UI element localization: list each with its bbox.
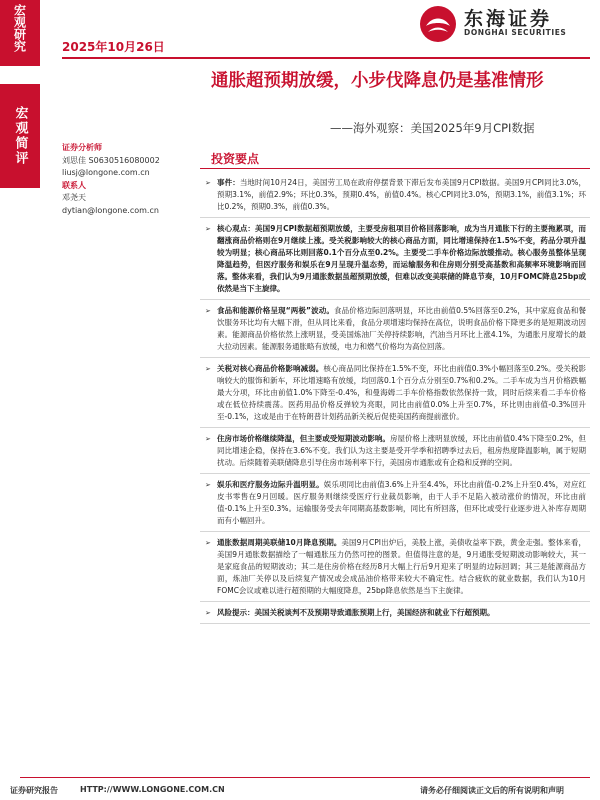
highlight-text: 核心商品同比保持在1.5%不变，环比由前值0.3%小幅回落至0.2%。受关税影响较大的服饰和新车，环比增速略有放缓，均回落0.1个百分点分别至0.7%和0.2%。二手车成为当月价格跌幅最大分项，环比由前值1.0%下降至-0.4%，和曼海姆二手车价格指数依然保持一致，同时后续来看二手车价格或在低位持续震荡。医药用品价格反弹较为亮眼，同比由前值0.0%上升至0.7%，环比则由前值-0.3%回升至-0.1%，这或是由于在特朗普计划药品新关税后促使美国药商提前涨价。 (217, 364, 587, 421)
highlights-divider (200, 168, 590, 169)
category-tab: 宏观研究 (0, 0, 40, 66)
highlight-lead: 食品和能源价格呈现“两极”波动。 (217, 306, 335, 315)
highlight-lead: 风险提示： (217, 608, 255, 617)
footer-label: 证券研究报告 (10, 786, 58, 795)
highlight-item-food-energy (200, 303, 590, 358)
brand-name-en: DONGHAI SECURITIES (464, 28, 567, 37)
highlight-text: 美国9月CPI出炉后，美股上涨，美债收益率下跌，黄金走强。整体来看，美国9月通胀数据描绘了一幅通胀压力仍然可控的图景。但值得注意的是，9月通胀受短期波动影响较大，其一是家庭食品的短期波动；其二是住房价格在经历8月大幅上行后9月迎来了明显的边际回调；其三是能源商品方面，炼油厂关停以及后续复产情况或会成品油价格带来较大不确定性。结合疲软的就业数据，我们认为10月FOMC会议或难以进行超预期的大幅度降息，25bp降息依然是当下主旋律。 (217, 538, 586, 595)
header-divider (62, 57, 590, 59)
highlight-lead: 通胀数据周期美联储10月降息预期。 (217, 538, 342, 547)
highlight-text: 房屋价格上涨明显放缓，环比由前值0.4%下降至0.2%，但同比增速企稳，保持在3.6%不变。我们认为这主要是受开学季和招聘季过去后，租房热度降温影响，属于短期扰动。后续随着美联储降息引导住房市场利率下行，美国房市通胀或有企稳和反弹的空间。 (217, 434, 587, 467)
highlight-lead: 关税对核心商品价格影响减弱。 (217, 364, 324, 373)
analyst-name: 刘思佳 (62, 155, 86, 165)
highlight-item-core-view (200, 221, 590, 300)
arrow-icon: ➢ (205, 435, 211, 443)
highlight-text: 主要受房租项目价格回落影响，成为当月通胀下行的主要拖累项，而翻涨商品价格则在9月继续上涨。受关税影响较大的核心商品方面，同比增速保持在1.5%不变，药品分项升温较为明显；核心商品环比则回落0.1个百分点至0.2%。主要受二手车价格边际放缓推动。核心服务虽整体呈现降温趋势，但医疗服务和娱乐在9月呈现升温态势，而运输服务和住房则分别受高基数和高频率环境影响而回落。整体来看，我们认为9月通胀数据虽超预期放缓，但难以改变美联储的降息节奏，10月FOMC降息25bp或依然是当下主旋律。 (217, 224, 586, 293)
report-subtitle: ——海外观察：美国2025年9月CPI数据 (330, 121, 535, 135)
highlight-lead: 核心观点：美国9月CPI数据超预期放缓， (217, 224, 358, 233)
highlight-item-housing (200, 431, 590, 474)
arrow-icon: ➢ (205, 539, 211, 547)
arrow-icon: ➢ (205, 481, 211, 489)
analyst-email[interactable]: liusj@longone.com.cn (62, 168, 150, 177)
highlights-heading: 投资要点 (211, 152, 260, 166)
report-title: 通胀超预期放缓，小步伐降息仍是基准情形 (211, 71, 544, 91)
highlight-text: 娱乐项同比由前值3.6%上升至4.4%，环比由前值-0.2%上升至0.4%，对应红皮书零售在9月回暖。医疗服务则继续受医疗行业裁员影响，由于人手不足陷入被动涨价的情况，环比由前值-0.1%上升至0.3%。运输服务受去年同期高基数影响，同比有所回落，但环比或受行业逐步进入补库存周期而有小幅回升。 (217, 480, 586, 525)
contact-email[interactable]: dytian@longone.com.cn (62, 205, 159, 215)
footer-url-link[interactable]: HTTP://WWW.LONGONE.COM.CN (80, 785, 225, 794)
highlight-text: 当地时间10月24日，美国劳工局在政府停摆背景下滞后发布美国9月CPI数据。美国9月CPI同比3.0%，预期3.1%，前值2.9%；环比0.3%，预期0.4%，前值0.4%。核心CPI同比3.0%，预期3.1%，前值3.1%；环比0.2%，预期0.3%，前值0.3%。 (217, 178, 587, 211)
footer-disclaimer: 请务必仔细阅读正文后的所有说明和声明 (420, 786, 564, 795)
highlight-lead: 娱乐和医疗服务边际升温明显。 (217, 480, 324, 489)
analyst-cert: S0630516080002 (88, 155, 160, 165)
left-strip (0, 0, 40, 800)
highlight-text: 食品价格边际回落明显，环比由前值0.5%回落至0.2%，其中家庭食品和餐饮服务环比均有大幅下滑，但从同比来看，食品分项增速均保持在高位，说明食品价格下降更多的是短期波动因素。能源商品价格依然上涨明显，受美国炼油厂关停持续影响，汽油当月环比上涨4.1%，为通胀月度增长的最大拉动因素。能源服务通胀略有放缓，电力和燃气价格均为高位回落。 (217, 306, 587, 351)
highlight-item-services (200, 477, 590, 532)
brand-name-cn: 东海证券 (464, 8, 553, 30)
footer-divider (20, 777, 590, 778)
highlight-item-risk (200, 605, 590, 624)
highlight-item-core-goods (200, 361, 590, 428)
arrow-icon: ➢ (205, 365, 211, 373)
highlight-text: 美国关税谈判不及预期导致通胀预期上行，美国经济和就业下行超预期。 (254, 608, 495, 617)
arrow-icon: ➢ (205, 307, 211, 315)
arrow-icon: ➢ (205, 225, 211, 233)
highlights-list (200, 175, 590, 627)
analyst-info (62, 142, 192, 217)
report-date: 2025年10月26日 (62, 40, 165, 54)
highlight-item-event (200, 175, 590, 218)
arrow-icon: ➢ (205, 179, 211, 187)
brand-mark-icon (418, 4, 458, 44)
highlight-lead: 事件： (217, 178, 240, 187)
highlight-lead: 住房市场价格继续降温，但主要或受短期波动影响。 (217, 434, 390, 443)
analyst-line (62, 155, 192, 168)
report-type-tab: 宏观简评 (0, 84, 40, 188)
contact-label: 联系人 (62, 180, 86, 190)
contact-name: 邓尧天 (62, 193, 86, 202)
analyst-label: 证券分析师 (62, 143, 102, 152)
arrow-icon: ➢ (205, 609, 211, 617)
brand-logo (418, 2, 588, 46)
highlight-item-fed (200, 535, 590, 602)
